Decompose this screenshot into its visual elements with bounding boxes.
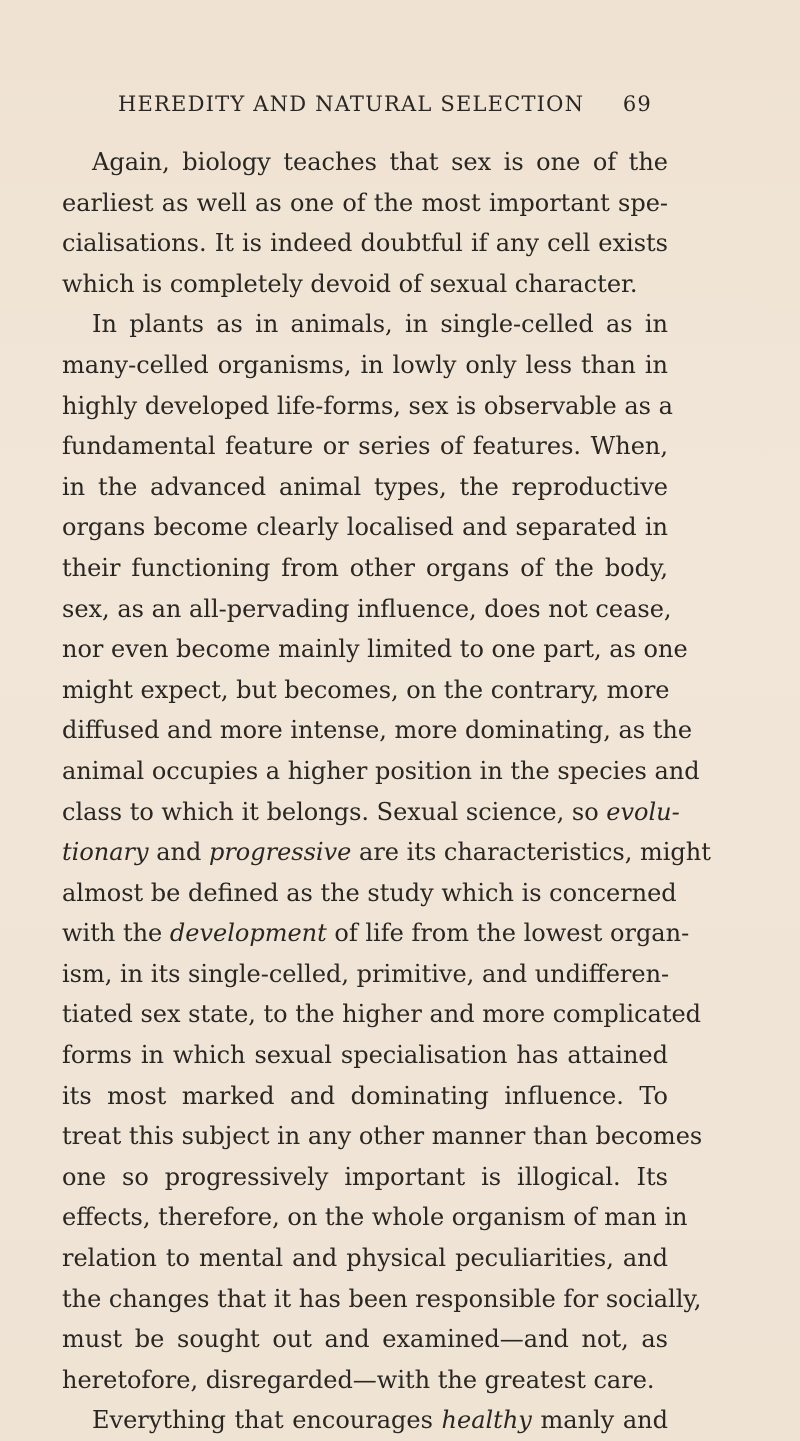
text-line (62, 832, 711, 873)
text-line: their functioning from other organs of the body, (62, 553, 668, 582)
line-segment: Everything that encourages (92, 1406, 442, 1435)
text-line: animal occupies a higher position in the species and (62, 756, 700, 785)
line-segment: of life from the lowest organ- (326, 919, 690, 948)
text-line: the changes that it has been responsible for socially, (62, 1284, 702, 1313)
italic-term: tionary (62, 838, 149, 867)
text-line: forms in which sexual specialisation has attained (62, 1041, 668, 1070)
italic-term: healthy (441, 1406, 532, 1435)
running-header (118, 92, 652, 128)
text-line: almost be defined as the study which is concerned (62, 878, 677, 907)
text-line: diffused and more intense, more dominating, as the (62, 716, 693, 745)
line-segment: manly and (531, 1406, 668, 1435)
text-line (62, 913, 690, 954)
text-line: earliest as well as one of the most important spe- (62, 188, 668, 217)
text-line: its most marked and dominating influence. To (62, 1081, 668, 1110)
text-line: many-celled organisms, in lowly only less than in (62, 350, 668, 379)
text-line: which is completely devoid of sexual character. (62, 269, 638, 298)
page-number: 69 (622, 92, 652, 116)
text-line: fundamental feature or series of features. When, (62, 432, 668, 461)
text-line (62, 792, 680, 833)
italic-term: evolu- (606, 797, 680, 826)
text-line: must be sought out and examined—and not, as (62, 1325, 668, 1354)
text-line: effects, therefore, on the whole organism of man in (62, 1203, 688, 1232)
text-line: organs become clearly localised and separated in (62, 513, 668, 542)
text-line: ism, in its single-celled, primitive, and undifferen- (62, 959, 670, 988)
text-line: treat this subject in any other manner than becomes (62, 1122, 703, 1151)
text-line: relation to mental and physical peculiarities, and (62, 1244, 668, 1273)
text-line: Again, biology teaches that sex is one of the (92, 148, 668, 176)
text-line: heretofore, disregarded—with the greatest care. (62, 1365, 655, 1394)
running-title: HEREDITY AND NATURAL SELECTION (118, 92, 585, 116)
text-line (62, 1400, 668, 1441)
text-line: In plants as in animals, in single-celled as in (92, 310, 668, 339)
text-line: cialisations. It is indeed doubtful if any cell exists (62, 229, 668, 258)
text-line: in the advanced animal types, the reproductive (62, 472, 668, 501)
text-line: one so progressively important is illogical. Its (62, 1162, 668, 1191)
text-line: highly developed life-forms, sex is observable as a (62, 391, 673, 420)
line-segment: and (148, 838, 209, 867)
italic-term: development (169, 919, 327, 948)
text-line: sex, as an all-pervading influence, does not cease, (62, 594, 672, 623)
line-segment: with the (62, 919, 170, 948)
text-line: nor even become mainly limited to one part, as one (62, 635, 688, 664)
line-segment: are its characteristics, might (351, 838, 711, 867)
line-segment: class to which it belongs. Sexual science, so (62, 797, 607, 826)
text-line: might expect, but becomes, on the contrary, more (62, 675, 670, 704)
italic-term: progressive (208, 838, 352, 867)
body-text (62, 142, 711, 1441)
text-line: tiated sex state, to the higher and more complicated (62, 1000, 702, 1029)
